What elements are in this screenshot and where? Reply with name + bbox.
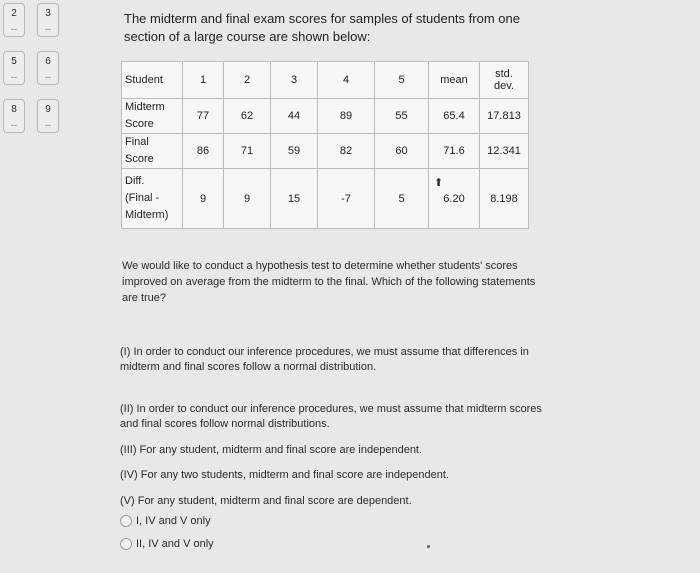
answer-option-1[interactable] bbox=[120, 515, 211, 527]
table-header-row bbox=[122, 62, 529, 99]
nav-number: 2 bbox=[11, 8, 17, 19]
table-row bbox=[122, 169, 529, 229]
row-label-line: Score bbox=[125, 118, 154, 130]
table-cell: 60 bbox=[375, 134, 429, 169]
statement-5: (V) For any student, midterm and final score are dependent. bbox=[120, 495, 412, 507]
table-cell: 59 bbox=[271, 134, 318, 169]
header-cell: std. dev. bbox=[480, 62, 529, 99]
table-cell: 12.341 bbox=[480, 134, 529, 169]
table-cell: 17.813 bbox=[480, 99, 529, 134]
row-label-line: Midterm bbox=[125, 101, 165, 113]
statement-2: (II) In order to conduct our inference procedures, we must assume that midterm scores and final scores follow normal distributions. bbox=[120, 403, 542, 430]
radio-icon[interactable] bbox=[120, 538, 132, 550]
question-navigator bbox=[0, 0, 80, 160]
nav-question-3[interactable] bbox=[37, 3, 59, 37]
header-cell: Student bbox=[122, 62, 183, 99]
table-cell: 71.6 bbox=[429, 134, 480, 169]
header-cell: 3 bbox=[271, 62, 318, 99]
row-label-line: Final bbox=[125, 136, 149, 148]
header-cell: mean bbox=[429, 62, 480, 99]
radio-icon[interactable] bbox=[120, 515, 132, 527]
nav-question-9[interactable] bbox=[37, 99, 59, 133]
table-cell: 55 bbox=[375, 99, 429, 134]
answer-option-2[interactable] bbox=[120, 538, 214, 550]
row-label-line: Midterm) bbox=[125, 209, 169, 221]
mouse-cursor-icon: ⬆ bbox=[434, 177, 444, 189]
row-label-line: (Final - bbox=[125, 192, 160, 204]
stray-dot bbox=[427, 545, 430, 548]
option-label: II, IV and V only bbox=[136, 538, 214, 550]
table-cell: 65.4 bbox=[429, 99, 480, 134]
nav-status: -- bbox=[45, 72, 51, 82]
nav-question-5[interactable] bbox=[3, 51, 25, 85]
table-cell: 44 bbox=[271, 99, 318, 134]
table-cell: 86 bbox=[183, 134, 224, 169]
table-row bbox=[122, 134, 529, 169]
row-label bbox=[122, 134, 183, 169]
statement-1: (I) In order to conduct our inference procedures, we must assume that differences in midterm and final scores follow a normal distribution. bbox=[120, 346, 529, 373]
table-row bbox=[122, 99, 529, 134]
table-cell: 62 bbox=[224, 99, 271, 134]
statement-4: (IV) For any two students, midterm and final score are independent. bbox=[120, 469, 449, 481]
nav-status: -- bbox=[11, 72, 17, 82]
option-label: I, IV and V only bbox=[136, 515, 211, 527]
nav-number: 9 bbox=[45, 104, 51, 115]
nav-question-8[interactable] bbox=[3, 99, 25, 133]
row-label-line: Score bbox=[125, 153, 154, 165]
table-cell: 8.198 bbox=[480, 169, 529, 229]
scores-table bbox=[121, 61, 529, 229]
table-cell: 71 bbox=[224, 134, 271, 169]
nav-number: 5 bbox=[11, 56, 17, 67]
nav-status: -- bbox=[11, 24, 17, 34]
row-label-line: Diff. bbox=[125, 175, 145, 187]
table-cell: 15 bbox=[271, 169, 318, 229]
table-cell: 89 bbox=[318, 99, 375, 134]
table-cell: 5 bbox=[375, 169, 429, 229]
nav-number: 6 bbox=[45, 56, 51, 67]
nav-status: -- bbox=[11, 120, 17, 130]
table-cell: 82 bbox=[318, 134, 375, 169]
nav-question-2[interactable] bbox=[3, 3, 25, 37]
table-cell: 9 bbox=[224, 169, 271, 229]
header-cell: 4 bbox=[318, 62, 375, 99]
table-cell: 77 bbox=[183, 99, 224, 134]
nav-status: -- bbox=[45, 24, 51, 34]
table-cell: 6.20 bbox=[429, 169, 480, 229]
statement-3: (III) For any student, midterm and final score are independent. bbox=[120, 444, 423, 456]
question-text: We would like to conduct a hypothesis test to determine whether students' scores improved on average from the midterm to the final. Which of the following statements are true? bbox=[122, 260, 536, 304]
nav-number: 8 bbox=[11, 104, 17, 115]
header-cell: 5 bbox=[375, 62, 429, 99]
row-label bbox=[122, 99, 183, 134]
table-cell: 9 bbox=[183, 169, 224, 229]
header-cell: 2 bbox=[224, 62, 271, 99]
nav-number: 3 bbox=[45, 8, 51, 19]
row-label bbox=[122, 169, 183, 229]
table-cell: -7 bbox=[318, 169, 375, 229]
header-cell: 1 bbox=[183, 62, 224, 99]
intro-text: The midterm and final exam scores for samples of students from one section of a large course are shown below: bbox=[124, 11, 520, 44]
nav-question-6[interactable] bbox=[37, 51, 59, 85]
nav-status: -- bbox=[45, 120, 51, 130]
